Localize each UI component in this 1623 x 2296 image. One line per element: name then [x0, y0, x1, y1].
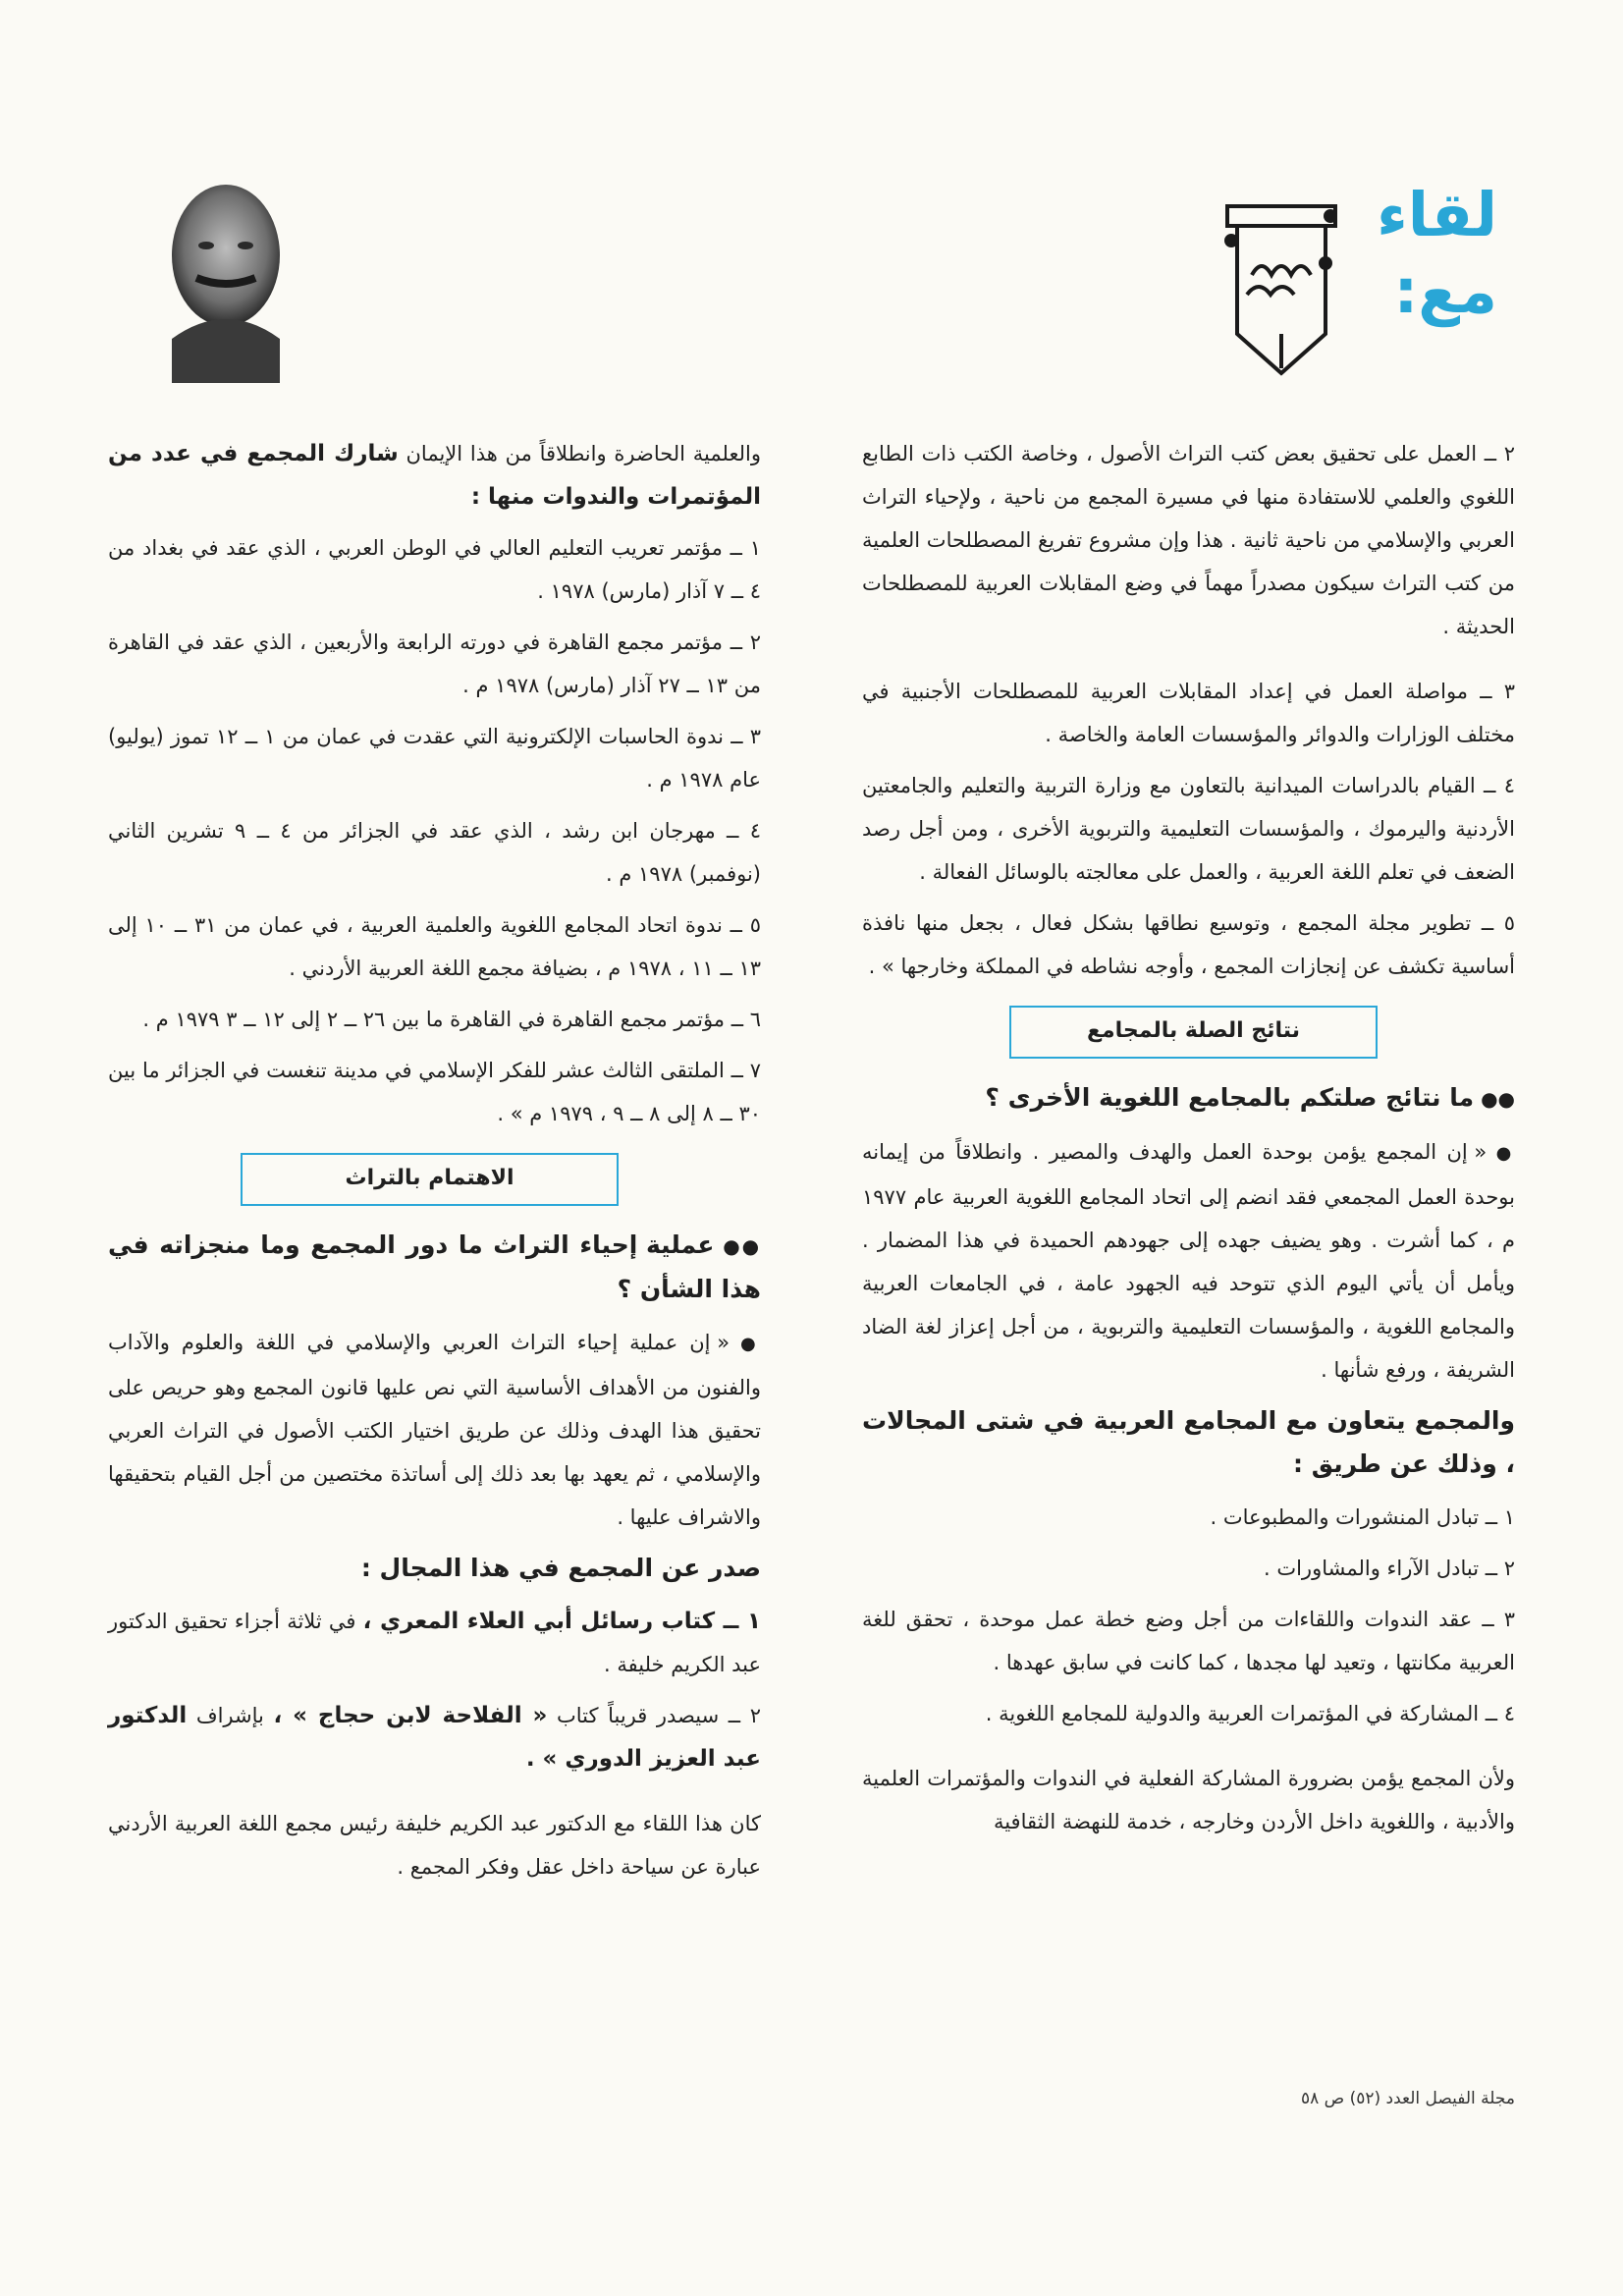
conference-1: ١ ــ مؤتمر تعريب التعليم العالي في الوطن العربي ، الذي عقد في بغداد من ٤ ــ ٧ آذار (مارس) ١٩٧٨ .: [108, 536, 761, 603]
logo-text: [1350, 177, 1497, 354]
book-2-prefix: ٢ ــ سيصدر قريباً كتاب: [557, 1704, 761, 1727]
portrait-photo: [152, 162, 299, 383]
book-2: [108, 1694, 761, 1780]
section-logo: [1183, 177, 1497, 373]
right-column: [862, 432, 1515, 1851]
conference-7: ٧ ــ الملتقى الثالث عشر للفكر الإسلامي في مدينة تنغست في الجزائر ما بين ٣٠ ــ ٨ إلى ٨ ــ ٩ ، ١٩٧٩ م » .: [108, 1059, 761, 1125]
closing-paragraph: ولأن المجمع يؤمن بضرورة المشاركة الفعلية في الندوات والمؤتمرات العلمية والأدبية ، واللغوية داخل الأردن وخارجه ، خدمة للنهضة الثقافية: [862, 1767, 1515, 1833]
cooperation-3: ٣ ــ عقد الندوات واللقاءات من أجل وضع خطة عمل موحدة ، تحقق للغة العربية مكانتها ، وتعيد لها مجدها ، كما كانت في سابق عهدها .: [862, 1608, 1515, 1674]
question-heritage: ●● عملية إحياء التراث ما دور المجمع وما منجزاته في هذا الشأن ؟: [108, 1224, 761, 1311]
page-footer: مجلة الفيصل العدد (٥٢) ص ٥٨: [1300, 2089, 1515, 2108]
goal-4: ٤ ــ القيام بالدراسات الميدانية بالتعاون مع وزارة التربية والتعليم والجامعتين الأردنية واليرموك ، والمؤسسات التعليمية والتربوية الأخرى ، ومن أجل رصد الضعف في تعلم اللغة العربية ، والعمل على معالجته بالوسائل الفعالة .: [862, 774, 1515, 884]
book-2-person: الدكتور عبد العزيز الدوري » .: [108, 1703, 761, 1772]
published-heading: صدر عن المجمع في هذا المجال :: [360, 1554, 761, 1582]
book-2-supervision: بإشراف: [195, 1704, 264, 1727]
intro-bold: شارك المجمع في عدد من المؤتمرات والندوات منها :: [108, 441, 761, 510]
conference-2: ٢ ــ مؤتمر مجمع القاهرة في دورته الرابعة والأربعين ، الذي عقد في القاهرة من ١٣ ــ ٢٧ آذار (مارس) ١٩٧٨ م .: [108, 630, 761, 697]
logo-line1: لقاء: [1377, 179, 1497, 250]
cooperation-2: ٢ ــ تبادل الآراء والمشاورات .: [1263, 1557, 1515, 1580]
cooperation-1: ١ ــ تبادل المنشورات والمطبوعات .: [1210, 1505, 1515, 1529]
goal-2: ٢ ــ العمل على تحقيق بعض كتب التراث الأصول ، وخاصة الكتب ذات الطابع اللغوي والعلمي للاستفادة منها في مسيرة المجمع من ناحية ، ولإحياء التراث العربي والإسلامي من ناحية ثانية . هذا وإن مشروع تفريغ المصطلحات العلمية من كتب التراث سيكون مصدراً مهماً في وضع المقابلات العربية للمصطلحات الحديثة .: [862, 442, 1515, 638]
answer-heritage: ● « إن عملية إحياء التراث العربي والإسلامي في اللغة والعلوم والآداب والفنون من الأهداف الأساسية التي نص عليها قانون المجمع وهو حريص على تحقيق هذا الهدف وذلك عن طريق اختيار الكتب الأصول في التراث العربي والإسلامي ، ثم يعهد بها بعد ذلك إلى أساتذة مختصين من أجل القيام بتحقيقها والاشراف عليها .: [108, 1321, 761, 1539]
intro-paragraph: [108, 432, 761, 519]
pen-hand-icon: [1217, 187, 1345, 383]
conference-6: ٦ ــ مؤتمر مجمع القاهرة في القاهرة ما بين ٢٦ ــ ٢ إلى ١٢ ــ ٣ ١٩٧٩ م .: [142, 1008, 761, 1031]
section-title-academies: نتائج الصلة بالمجامع: [1009, 1006, 1378, 1059]
book-1: [108, 1600, 761, 1686]
book-2-title: « الفلاحة لابن حجاج » ،: [273, 1703, 548, 1728]
section-title-heritage: الاهتمام بالتراث: [241, 1153, 619, 1206]
conference-5: ٥ ــ ندوة اتحاد المجامع اللغوية والعلمية العربية ، في عمان من ٣١ ــ ١٠ إلى ١٣ ــ ١١ ، ١٩٧٨ م ، بضيافة مجمع اللغة العربية الأردني .: [108, 913, 761, 980]
goal-3: ٣ ــ مواصلة العمل في إعداد المقابلات العربية للمصطلحات الأجنبية في مختلف الوزارات والدوائر والمؤسسات العامة والخاصة .: [862, 680, 1515, 746]
conference-4: ٤ ــ مهرجان ابن رشد ، الذي عقد في الجزائر من ٤ ــ ٩ تشرين الثاني (نوفمبر) ١٩٧٨ م .: [108, 819, 762, 886]
conference-3: ٣ ــ ندوة الحاسبات الإلكترونية التي عقدت في عمان من ١ ــ ١٢ تموز (يوليو) عام ١٩٧٨ م .: [108, 725, 761, 792]
goal-5: ٥ ــ تطوير مجلة المجمع ، وتوسيع نطاقها بشكل فعال ، بجعل منها نافذة أساسية تكشف عن إنجازات المجمع ، وأوجه نشاطه في المملكة وخارجها » .: [862, 911, 1515, 978]
intro-text: والعلمية الحاضرة وانطلاقاً من هذا الإيمان: [406, 442, 761, 465]
logo-line2: مع:: [1393, 255, 1497, 327]
answer-academies: ● « إن المجمع يؤمن بوحدة العمل والهدف والمصير . وانطلاقاً من إيمانه بوحدة العمل المجمعي فقد انضم إلى اتحاد المجامع اللغوية العربية عام ١٩٧٧ م ، كما أشرت . وهو يضيف جهده إلى جهودهم الحميدة في هذا المضمار . ويأمل أن يأتي اليوم الذي تتوحد فيه الجهود عامة ، في الجامعات العربية والمجامع اللغوية ، والمؤسسات التعليمية والتربوية ، من أجل إعزاز لغة الضاد الشريفة ، ورفع شأنها .: [862, 1130, 1515, 1392]
cooperation-heading: والمجمع يتعاون مع المجامع العربية في شتى المجالات ، وذلك عن طريق :: [862, 1406, 1515, 1478]
question-academies: ●● ما نتائج صلتكم بالمجامع اللغوية الأخرى ؟: [862, 1076, 1515, 1121]
book-1-details: في ثلاثة أجزاء تحقيق الدكتور عبد الكريم خليفة .: [108, 1610, 761, 1676]
left-column: [108, 432, 761, 1896]
conclusion-paragraph: كان هذا اللقاء مع الدكتور عبد الكريم خليفة رئيس مجمع اللغة العربية الأردني عبارة عن سياحة داخل عقل وفكر المجمع .: [108, 1812, 761, 1879]
book-1-title: ١ ــ كتاب رسائل أبي العلاء المعري ،: [362, 1609, 761, 1634]
cooperation-4: ٤ ــ المشاركة في المؤتمرات العربية والدولية للمجامع اللغوية .: [985, 1702, 1515, 1725]
